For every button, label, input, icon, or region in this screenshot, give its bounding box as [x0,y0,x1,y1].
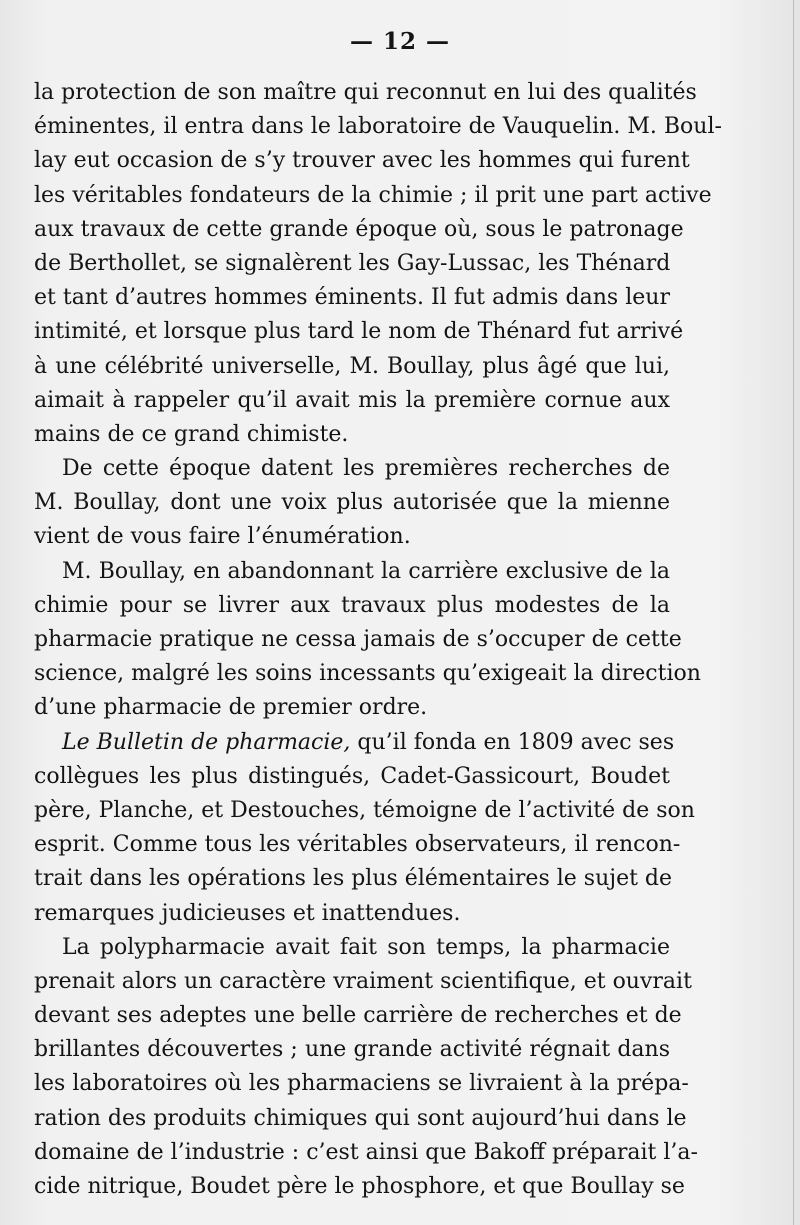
text-line: trait dans les opérations les plus élémentaires le sujet de [34,866,673,892]
text-line: prenait alors un caractère vraiment scientifique, et ouvrait [34,968,692,994]
text-line: brillantes découvertes ; une grande activité régnait dans [34,1037,670,1063]
text-line [34,726,675,760]
text-line: De cette époque datent les premières recherches de [62,456,670,482]
text-line-rest: qu’il fonda en 1809 avec ses [350,729,675,755]
text-line: lay eut occasion de s’y trouver avec les hommes qui furent [34,148,690,174]
body-text [34,76,722,1204]
page-edge [793,0,794,1225]
text-line: aimait à rappeler qu’il avait mis la première cornue aux [34,387,670,413]
text-line: d’une pharmacie de premier ordre. [34,695,428,721]
text-line: à une célébrité universelle, M. Boullay, plus âgé que lui, [34,353,670,379]
journal-title: Le Bulletin de pharmacie, [62,729,351,755]
text-line: mains de ce grand chimiste. [34,421,349,447]
text-line: les véritables fondateurs de la chimie ; il prit une part active [34,182,712,208]
text-line: les laboratoires où les pharmaciens se livraient à la prépa- [34,1071,689,1097]
text-line: M. Boullay, dont une voix plus autorisée que la mienne [34,490,670,516]
text-line: père, Planche, et Destouches, témoigne de l’activité de son [34,797,695,823]
text-line: éminentes, il entra dans le laboratoire de Vauquelin. M. Boul- [34,114,722,140]
text-line: intimité, et lorsque plus tard le nom de Thénard fut arrivé [34,319,684,345]
text-line: vient de vous faire l’énumération. [34,524,411,550]
text-line: M. Boullay, en abandonnant la carrière exclusive de la [62,558,670,584]
text-line: pharmacie pratique ne cessa jamais de s’occuper de cette [34,627,682,652]
text-line: cide nitrique, Boudet père le phosphore, et que Boullay se [34,1174,685,1199]
page-number: — 12 — [349,28,451,55]
text-line: ration des produits chimiques qui sont aujourd’hui dans le [34,1105,687,1131]
text-line: aux travaux de cette grande époque où, sous le patronage [34,216,684,242]
text-line: science, malgré les soins incessants qu’exigeait la direction [34,661,701,687]
text-line: la protection de son maître qui reconnut en lui des qualités [34,80,697,105]
text-line: domaine de l’industrie : c’est ainsi que Bakoff préparait l’a- [34,1139,698,1165]
text-line: La polypharmacie avait fait son temps, la pharmacie [62,934,670,960]
text-line: devant ses adeptes une belle carrière de recherches et de [34,1003,682,1029]
text-line: et tant d’autres hommes éminents. Il fut admis dans leur [34,285,670,311]
text-line: esprit. Comme tous les véritables observateurs, il rencon- [34,832,681,858]
text-line: collègues les plus distingués, Cadet-Gassicourt, Boudet [34,763,670,789]
text-line: remarques judicieuses et inattendues. [34,900,461,926]
text-line: de Berthollet, se signalèrent les Gay-Lussac, les Thénard [34,250,671,276]
text-line: chimie pour se livrer aux travaux plus modestes de la [34,592,670,618]
